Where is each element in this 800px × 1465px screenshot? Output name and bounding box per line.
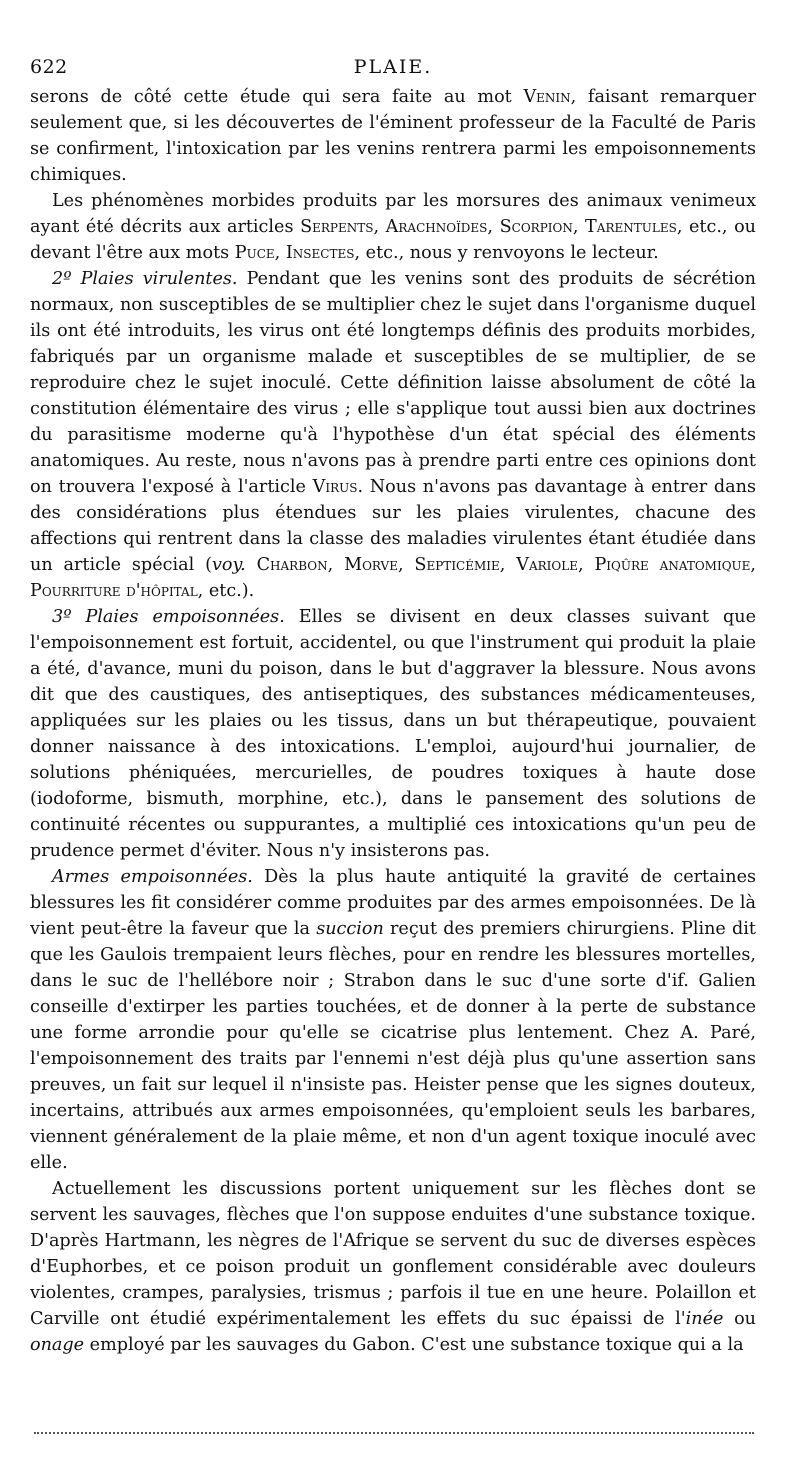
paragraph-morsures: Les phénomènes morbides produits par les morsures des animaux venimeux ayant été décrits aux articles Serpents, Arachnoïdes, Scorpion, Tarentules, etc., ou devant l'être aux mots Puce, Insectes, etc., nous y renvoyons le lecteur.	[30, 191, 757, 263]
xref-scorpion: Scorpion	[499, 217, 573, 237]
xref-virus: Virus	[312, 477, 358, 497]
running-title: PLAIE.	[353, 56, 433, 78]
page-number: 622	[30, 56, 68, 78]
xref-variole: Variole	[516, 555, 578, 575]
paragraph-plaies-virulentes: 2º Plaies virulentes. Pendant que les venins sont des produits de sécrétion normaux, non susceptibles de se multiplier chez le sujet dans l'organisme duquel ils ont été introduits, les virus ont été longtemps définis des produits morbides, fabriqués par un organisme malade et susceptibles de se multiplier, de se reproduire chez le sujet inoculé. Cette définition laisse absolument de côté la constitution élémentaire des virus ; elle s'applique tout aussi bien aux doctrines du parasitisme moderne qu'à l'hypothèse d'un état spécial des éléments anatomiques. Au reste, nous n'avons pas à prendre parti entre ces opinions dont on trouvera l'exposé à l'article Virus. Nous n'avons pas davantage à entrer dans des considérations plus étendues sur les plaies virulentes, chacune des affections qui rentrent dans la classe des maladies virulentes étant étudiée dans un article spécial (voy. Charbon, Morve, Septicémie, Variole, Piqûre anatomique, Pourriture d'hôpital, etc.).	[30, 269, 757, 601]
xref-morve: Morve	[344, 555, 398, 575]
xref-insectes: Insectes	[285, 243, 355, 263]
footer-dotted-rule	[34, 1432, 754, 1436]
section-heading-virulentes: 2º Plaies virulentes.	[52, 269, 238, 289]
xref-serpents: Serpents	[300, 217, 374, 237]
paragraph-armes-empoisonnees: Armes empoisonnées. Dès la plus haute antiquité la gravité de certaines blessures les fit considérer comme produites par des armes empoisonnées. De là vient peut-être la faveur que la succion reçut des premiers chirurgiens. Pline dit que les Gaulois trempaient leurs flèches, pour en rendre les blessures mortelles, dans le suc de l'hellébore noir ; Strabon dans le suc d'une sorte d'if. Galien conseille d'extirper les parties touchées, et de donner à la perte de substance une forme arrondie pour qu'elle se cicatrise plus lentement. Chez A. Paré, l'empoisonnement des traits par l'ennemi n'est déjà plus qu'une assertion sans preuves, un fait sur lequel il n'insiste pas. Heister pense que les signes douteux, incertains, attribués aux armes empoisonnées, qu'emploient seuls les barbares, viennent généralement de la plaie même, et non d'un agent toxique inoculé avec elle.	[30, 867, 757, 1173]
page-header	[30, 54, 756, 84]
xref-arachnoides: Arachnoïdes	[385, 217, 488, 237]
section-heading-empoisonnees: 3º Plaies empoisonnées.	[52, 607, 285, 627]
xref-tarentules: Tarentules	[585, 217, 677, 237]
xref-charbon: Charbon	[256, 555, 328, 575]
paragraph-plaies-empoisonnees: 3º Plaies empoisonnées. Elles se divisent en deux classes suivant que l'empoisonnement est fortuit, accidentel, ou que l'instrument qui produit la plaie a été, d'avance, muni du poison, dans le but d'aggraver la blessure. Nous avons dit que des caustiques, des antiseptiques, des substances médicamenteuses, appliquées sur les plaies ou les tissus, dans un but thérapeutique, pouvaient donner naissance à des intoxications. L'emploi, aujourd'hui journalier, de solutions phéniquées, mercurielles, de poudres toxiques à haute dose (iodoforme, bismuth, morphine, etc.), dans le pansement des solutions de continuité récentes ou suppurantes, a multiplié ces intoxications qu'un peu de prudence permet d'éviter. Nous n'y insisterons pas.	[30, 607, 756, 861]
xref-pourriture: Pourriture d'hôpital	[30, 581, 198, 601]
xref-venin: Venin	[523, 87, 571, 107]
section-heading-armes: Armes empoisonnées.	[52, 867, 253, 887]
xref-piqure: Piqûre anatomique	[594, 555, 751, 575]
xref-septicemie: Septicémie	[414, 555, 500, 575]
paragraph-venins: serons de côté cette étude qui sera faite au mot Venin, faisant remarquer seulement que, si les découvertes de l'éminent professeur de la Faculté de Paris se confirment, l'intoxication par les venins rentrera parmi les empoisonnements chimiques.	[30, 87, 756, 185]
paragraph-fleches: Actuellement les discussions portent uniquement sur les flèches dont se servent les sauvages, flèches que l'on suppose enduites d'une substance toxique. D'après Hartmann, les nègres de l'Afrique se servent du suc de diverses espèces d'Euphorbes, et ce poison produit un gonflement considérable avec douleurs violentes, crampes, paralysies, trismus ; parfois il tue en une heure. Polaillon et Carville ont étudié expérimentalement les effets du suc épaissi de l'inée ou onage employé par les sauvages du Gabon. C'est une substance toxique qui a la	[30, 1179, 756, 1355]
xref-puce: Puce	[234, 243, 275, 263]
